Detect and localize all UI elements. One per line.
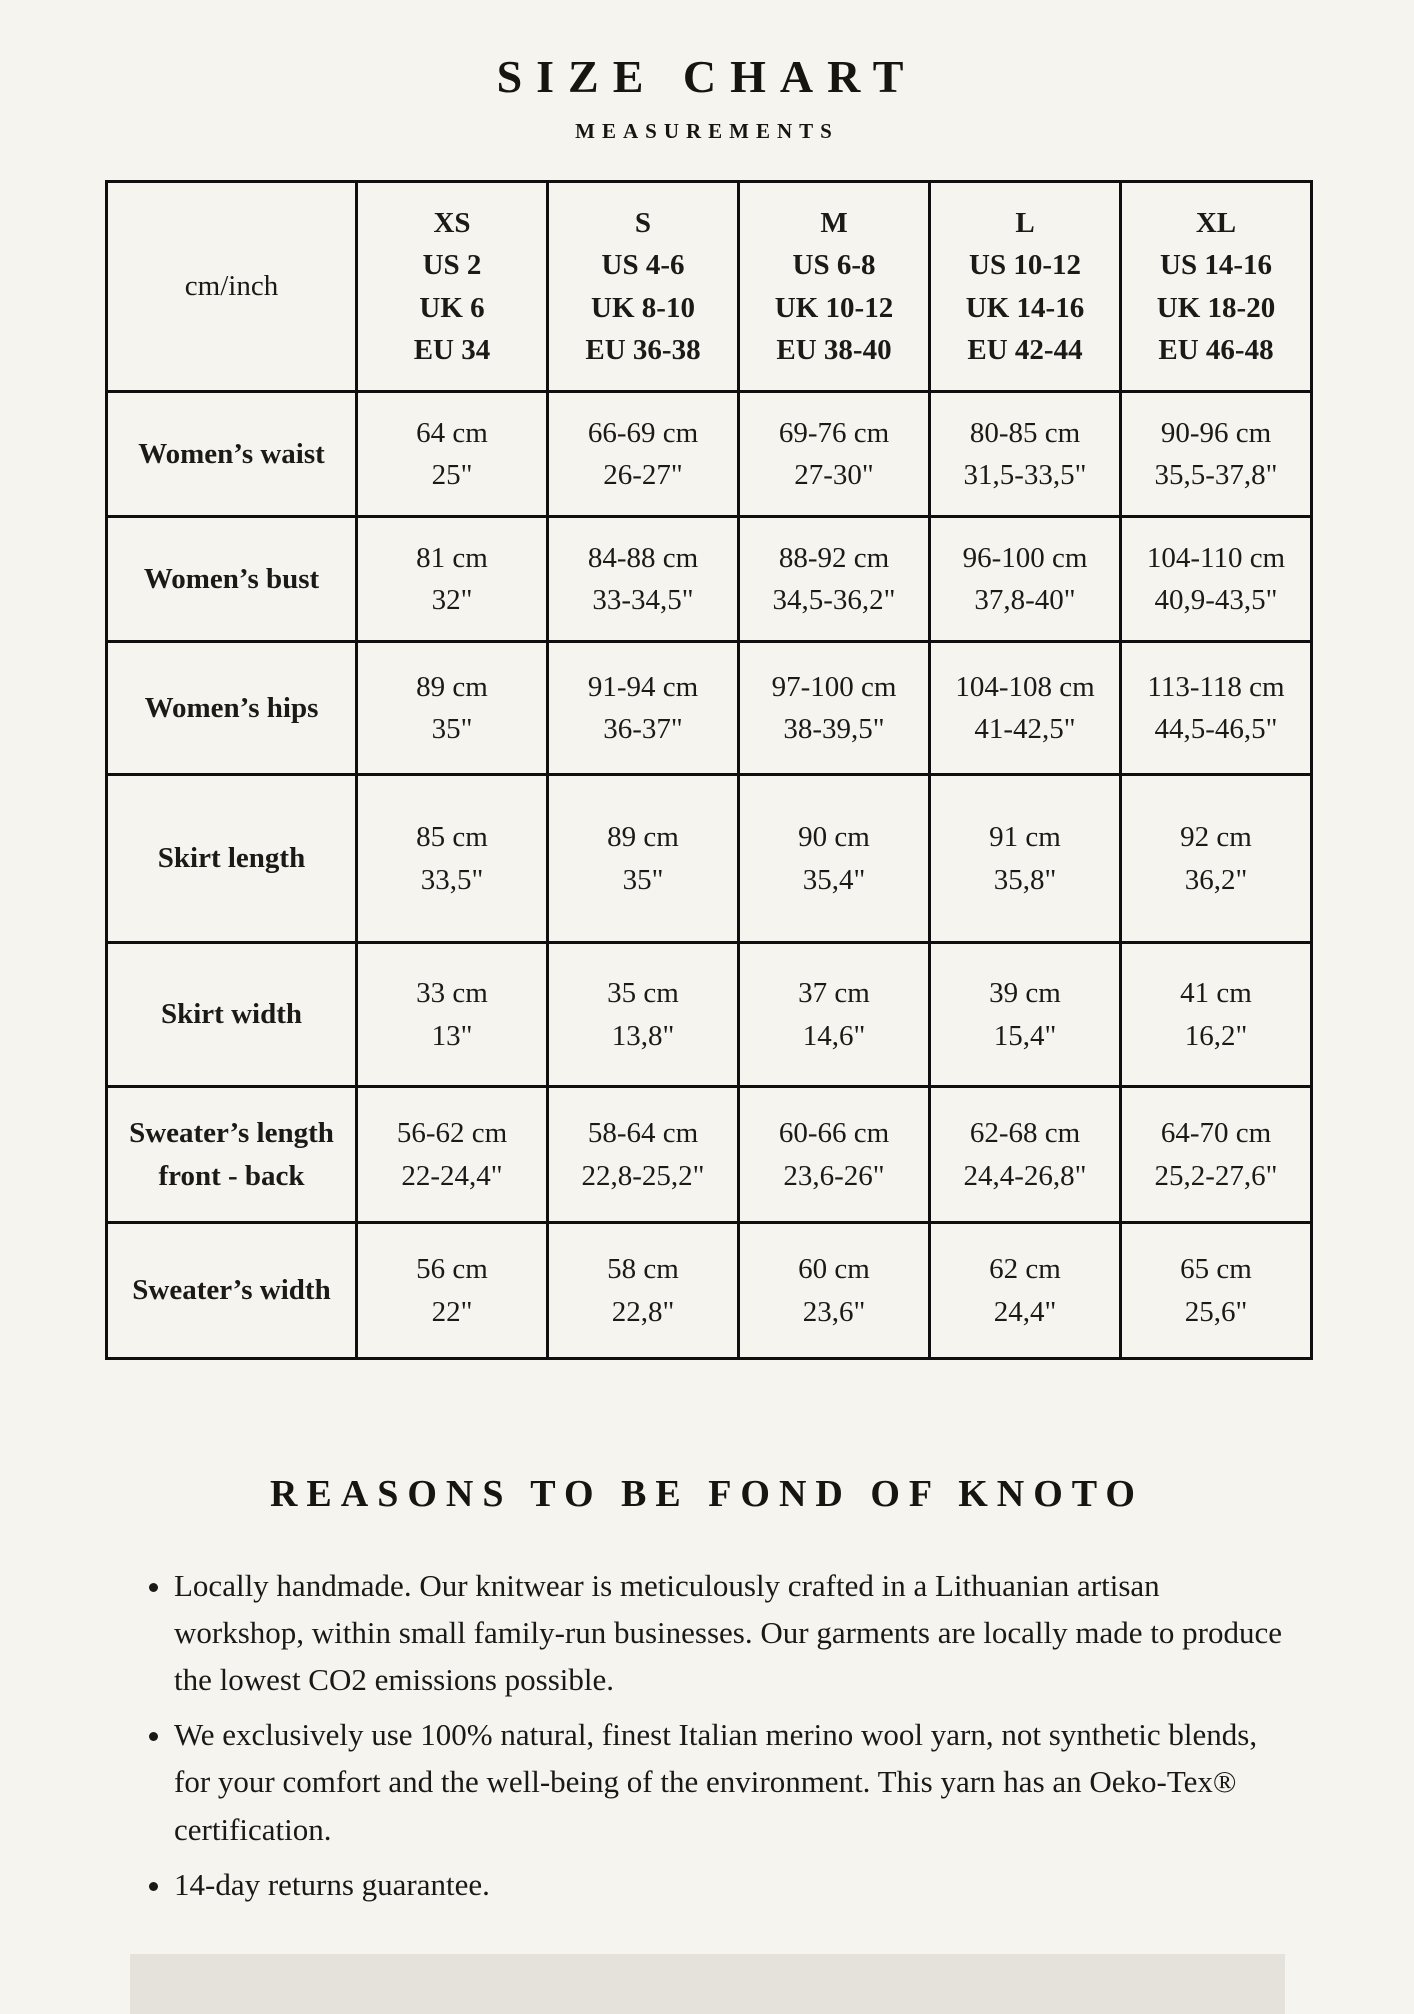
measurement-cell <box>357 1223 548 1359</box>
inch-value: 22,8-25,2" <box>581 1159 705 1192</box>
column-header-xl <box>1121 182 1312 392</box>
measurement-cell <box>739 1223 930 1359</box>
cm-value: 91-94 cm <box>587 670 699 703</box>
inch-value: 35,8" <box>993 863 1057 896</box>
cm-value: 92 cm <box>1180 821 1252 854</box>
measurement-cell <box>357 943 548 1087</box>
inch-value: 33,5" <box>420 863 484 896</box>
eu-size: EU 38-40 <box>776 333 892 366</box>
measurement-cell <box>1121 517 1312 642</box>
cm-value: 104-110 cm <box>1146 541 1286 574</box>
cm-value: 64 cm <box>416 416 488 449</box>
inch-value: 13,8" <box>611 1019 675 1052</box>
uk-size: UK 8-10 <box>591 291 695 324</box>
measurement-cell <box>1121 775 1312 943</box>
cm-value: 58 cm <box>607 1253 679 1286</box>
cm-value: 60-66 cm <box>778 1117 890 1150</box>
inch-value: 14,6" <box>802 1019 866 1052</box>
inch-value: 25" <box>431 459 473 491</box>
inch-value: 22,8" <box>611 1295 675 1328</box>
measurement-cell <box>357 1087 548 1223</box>
inch-value: 40,9-43,5" <box>1154 584 1278 616</box>
cm-value: 85 cm <box>416 821 488 854</box>
measurement-cell <box>548 517 739 642</box>
measurement-cell <box>930 642 1121 775</box>
measurement-cell <box>930 775 1121 943</box>
cm-value: 81 cm <box>416 541 488 574</box>
cm-value: 66-69 cm <box>587 416 699 449</box>
size-name: XL <box>1195 207 1237 240</box>
cm-value: 90 cm <box>798 821 870 854</box>
row-label: Women’s bust <box>107 517 357 642</box>
eu-size: EU 36-38 <box>585 333 701 366</box>
cm-value: 41 cm <box>1180 977 1252 1010</box>
table-row-sweaters-length <box>107 1087 1312 1223</box>
inch-value: 23,6" <box>802 1295 866 1328</box>
uk-size: UK 10-12 <box>774 291 894 324</box>
inch-value: 24,4" <box>993 1295 1057 1328</box>
cm-value: 91 cm <box>989 821 1061 854</box>
row-label: Sweater’s length front - back <box>107 1087 357 1223</box>
size-name: L <box>1015 207 1035 240</box>
inch-value: 35,5-37,8" <box>1154 459 1278 491</box>
uk-size: UK 6 <box>419 291 485 324</box>
reasons-heading: REASONS TO BE FOND OF KNOTO <box>269 1473 1144 1515</box>
measurement-cell <box>548 1087 739 1223</box>
inch-value: 34,5-36,2" <box>772 584 896 616</box>
measurement-cell <box>930 392 1121 517</box>
cm-value: 62-68 cm <box>969 1117 1081 1150</box>
us-size: US 10-12 <box>969 249 1081 282</box>
measurement-cell <box>930 1087 1121 1223</box>
measurement-cell <box>548 642 739 775</box>
uk-size: UK 14-16 <box>965 291 1085 324</box>
measurement-cell <box>930 517 1121 642</box>
column-header-xs <box>357 182 548 392</box>
measurement-cell <box>548 775 739 943</box>
table-row-skirt-length <box>107 775 1312 943</box>
measurement-cell <box>1121 943 1312 1087</box>
us-size: US 2 <box>422 249 482 282</box>
table-row-womens-waist <box>107 392 1312 517</box>
size-chart-table <box>105 180 1313 1360</box>
measurement-cell <box>739 517 930 642</box>
table-row-sweaters-width <box>107 1223 1312 1359</box>
cm-value: 64-70 cm <box>1160 1117 1272 1150</box>
measurement-cell <box>930 1223 1121 1359</box>
cm-value: 113-118 cm <box>1147 670 1285 703</box>
cm-value: 33 cm <box>416 977 488 1010</box>
inch-value: 33-34,5" <box>592 584 694 616</box>
measurement-cell <box>930 943 1121 1087</box>
cm-value: 88-92 cm <box>778 541 890 574</box>
measurement-cell <box>1121 392 1312 517</box>
measurement-cell <box>548 943 739 1087</box>
inch-value: 25,2-27,6" <box>1154 1159 1278 1192</box>
inch-value: 16,2" <box>1184 1019 1248 1052</box>
measurement-cell <box>739 943 930 1087</box>
cm-value: 90-96 cm <box>1160 416 1272 449</box>
reason-item-natural-yarn: • We exclusively use 100% natural, finest Italian merino wool yarn, not synthetic blends, for your comfort and the well-being of the environment. This yarn has an Oeko-Tex® certification. <box>174 1711 1294 1852</box>
page-title: SIZE CHART <box>496 51 918 102</box>
inch-value: 22" <box>431 1295 473 1328</box>
inch-value: 32" <box>431 584 473 616</box>
reason-item-locally-handmade: • Locally handmade. Our knitwear is meticulously crafted in a Lithuanian artisan workshop, within small family-run businesses. Our garments are locally made to produce the lowest CO2 emissions possible. <box>174 1562 1294 1703</box>
column-header-l <box>930 182 1121 392</box>
inch-value: 36-37" <box>603 713 683 745</box>
column-header-s <box>548 182 739 392</box>
measurement-cell <box>548 392 739 517</box>
cm-value: 96-100 cm <box>962 541 1088 574</box>
table-row-womens-hips <box>107 642 1312 775</box>
cm-value: 60 cm <box>798 1253 870 1286</box>
row-label: Women’s waist <box>107 392 357 517</box>
inch-value: 27-30" <box>794 459 874 491</box>
cm-value: 104-108 cm <box>955 670 1095 703</box>
cm-value: 56 cm <box>416 1253 488 1286</box>
cm-value: 65 cm <box>1180 1253 1252 1286</box>
measurement-cell <box>357 392 548 517</box>
measurement-cell <box>739 1087 930 1223</box>
cm-value: 89 cm <box>416 670 488 703</box>
us-size: US 4-6 <box>601 249 685 282</box>
cm-value: 37 cm <box>798 977 870 1010</box>
us-size: US 6-8 <box>792 249 876 282</box>
cm-value: 35 cm <box>607 977 679 1010</box>
measurement-cell <box>1121 642 1312 775</box>
table-row-skirt-width <box>107 943 1312 1087</box>
cm-value: 97-100 cm <box>771 670 897 703</box>
eu-size: EU 46-48 <box>1158 333 1274 366</box>
inch-value: 22-24,4" <box>401 1159 503 1192</box>
cm-value: 39 cm <box>989 977 1061 1010</box>
measurement-cell <box>739 392 930 517</box>
measurement-cell <box>1121 1223 1312 1359</box>
page-subtitle: MEASUREMENTS <box>575 119 839 143</box>
inch-value: 36,2" <box>1184 863 1248 896</box>
size-name: M <box>820 207 848 240</box>
inch-value: 13" <box>431 1019 473 1052</box>
table-header-row <box>107 182 1312 392</box>
uk-size: UK 18-20 <box>1156 291 1276 324</box>
inch-value: 44,5-46,5" <box>1154 713 1278 745</box>
row-label: Skirt width <box>107 943 357 1087</box>
inch-value: 35" <box>622 863 664 896</box>
row-label: Skirt length <box>107 775 357 943</box>
bottom-gray-block <box>130 1954 1285 2014</box>
cm-value: 84-88 cm <box>587 541 699 574</box>
cm-value: 56-62 cm <box>396 1117 508 1150</box>
eu-size: EU 34 <box>413 333 491 366</box>
cm-value: 58-64 cm <box>587 1117 699 1150</box>
row-label: Women’s hips <box>107 642 357 775</box>
eu-size: EU 42-44 <box>967 333 1083 366</box>
inch-value: 26-27" <box>603 459 683 491</box>
measurement-cell <box>739 642 930 775</box>
inch-value: 24,4-26,8" <box>963 1159 1087 1192</box>
inch-value: 23,6-26" <box>783 1159 885 1192</box>
measurement-cell <box>1121 1087 1312 1223</box>
inch-value: 15,4" <box>993 1019 1057 1052</box>
corner-unit-label: cm/inch <box>107 182 357 392</box>
inch-value: 38-39,5" <box>783 713 885 745</box>
measurement-cell <box>357 775 548 943</box>
inch-value: 37,8-40" <box>974 584 1076 616</box>
size-name: XS <box>433 207 471 240</box>
cm-value: 89 cm <box>607 821 679 854</box>
measurement-cell <box>548 1223 739 1359</box>
measurement-cell <box>357 517 548 642</box>
inch-value: 41-42,5" <box>974 713 1076 745</box>
inch-value: 31,5-33,5" <box>963 459 1087 491</box>
column-header-m <box>739 182 930 392</box>
measurement-cell <box>357 642 548 775</box>
us-size: US 14-16 <box>1160 249 1272 282</box>
table-row-womens-bust <box>107 517 1312 642</box>
reasons-list <box>142 1562 1294 1908</box>
measurement-cell <box>739 775 930 943</box>
cm-value: 62 cm <box>989 1253 1061 1286</box>
cm-value: 69-76 cm <box>778 416 890 449</box>
inch-value: 35,4" <box>802 863 866 896</box>
reason-item-returns-guarantee: • 14-day returns guarantee. <box>174 1861 1294 1908</box>
cm-value: 80-85 cm <box>969 416 1081 449</box>
inch-value: 35" <box>431 713 473 745</box>
row-label: Sweater’s width <box>107 1223 357 1359</box>
inch-value: 25,6" <box>1184 1295 1248 1328</box>
size-name: S <box>634 207 652 240</box>
